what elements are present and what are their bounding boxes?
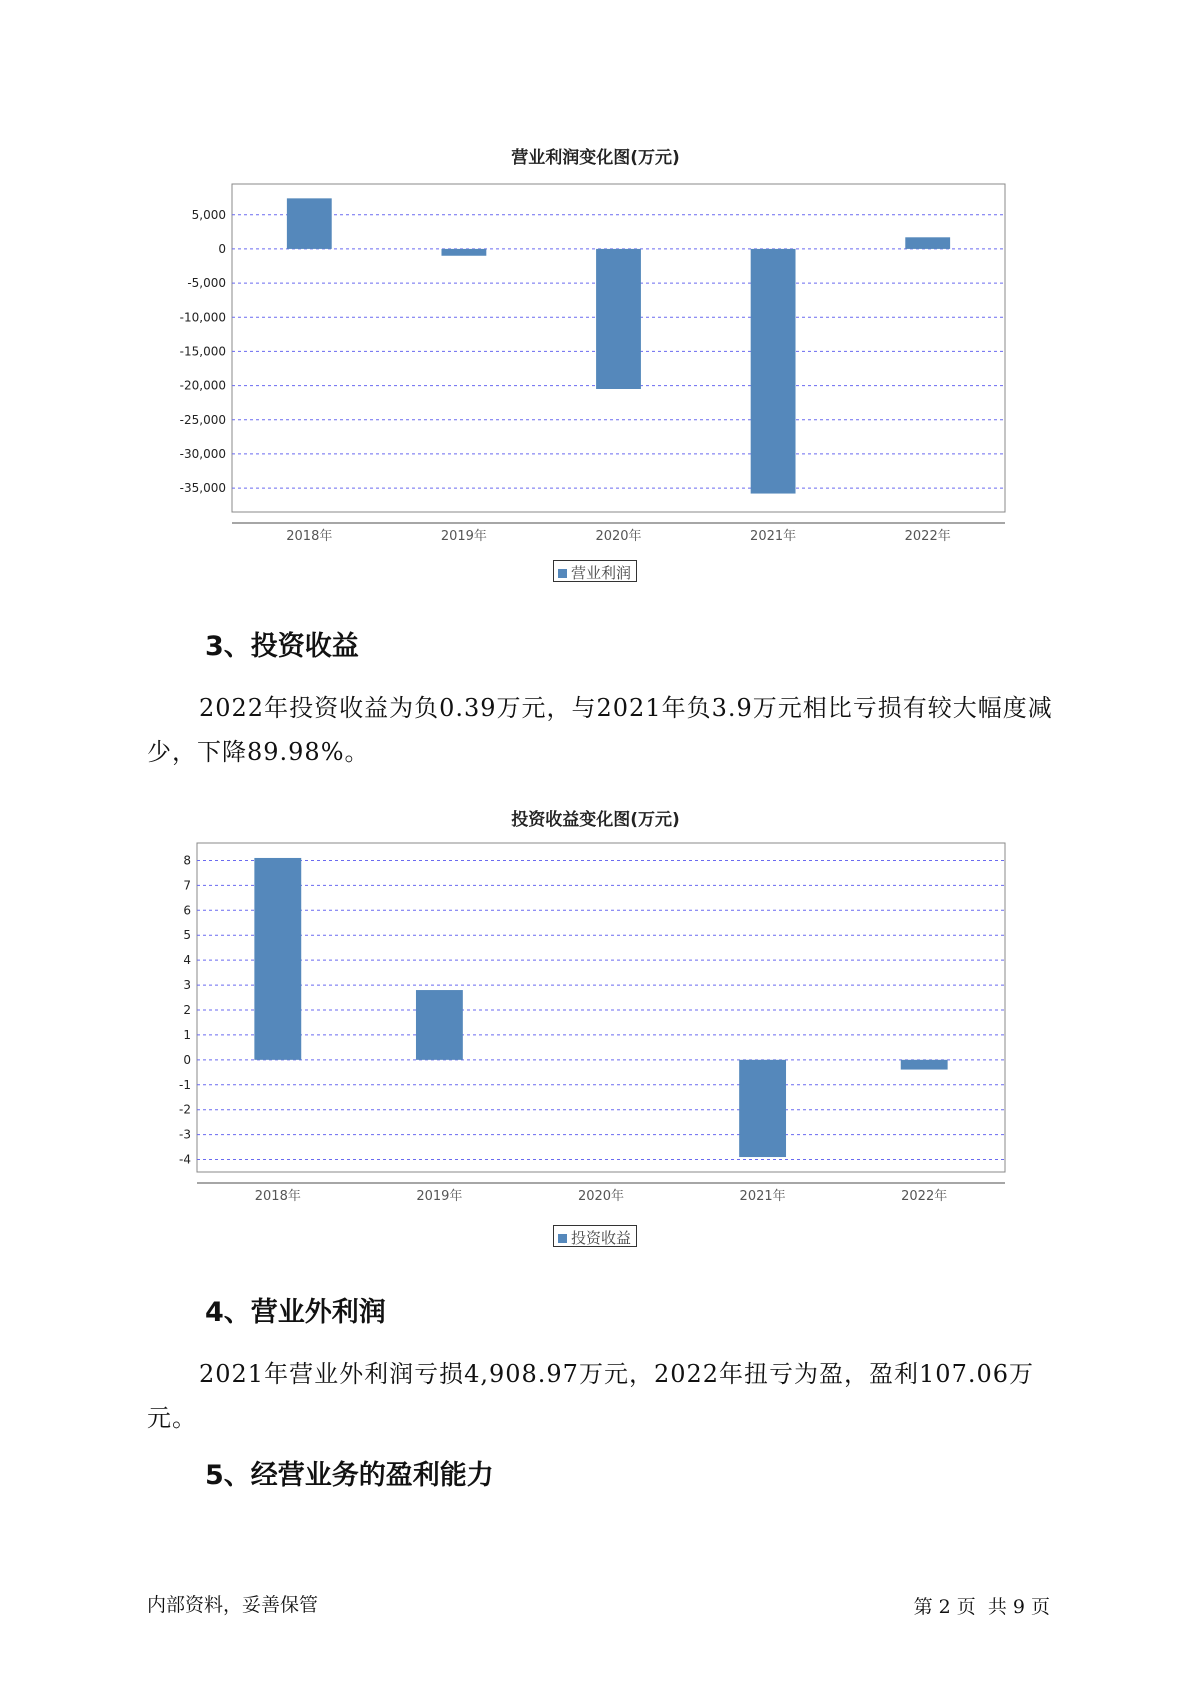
paragraph-investment-income: 2022年投资收益为负0.39万元，与2021年负3.9万元相比亏损有较大幅度减少，下降89.98%。 (147, 694, 1053, 766)
x-tick-label: 2021年 (739, 1189, 786, 1204)
legend-swatch (558, 1234, 567, 1243)
y-tick-label: 8 (183, 853, 191, 868)
y-tick-label: 3 (183, 978, 191, 993)
x-tick-label: 2021年 (750, 529, 797, 544)
bar (416, 990, 463, 1060)
paragraph-non-operating-profit: 2021年营业外利润亏损4,908.97万元，2022年扭亏为盈，盈利107.06万元。 (147, 1360, 1035, 1432)
bar (751, 249, 796, 494)
y-tick-label: 5,000 (191, 207, 226, 222)
y-tick-label: 0 (183, 1052, 191, 1067)
chart-operating-profit (0, 0, 1191, 560)
bar (441, 249, 486, 256)
heading-non-operating-profit: 4、营业外利润 (205, 1297, 386, 1328)
y-tick-label: -1 (179, 1077, 191, 1092)
legend-operating-profit (553, 560, 637, 582)
y-tick-label: -2 (179, 1102, 191, 1117)
y-tick-label: -20,000 (179, 378, 226, 393)
legend-swatch (558, 569, 567, 578)
bar (254, 858, 301, 1060)
y-tick-label: 7 (183, 878, 191, 893)
y-tick-label: 5 (183, 928, 191, 943)
y-tick-label: 0 (218, 241, 226, 256)
y-tick-label: -25,000 (179, 412, 226, 427)
legend-label: 营业利润 (571, 564, 632, 582)
plot-area (197, 843, 1005, 1172)
x-tick-label: 2019年 (440, 529, 487, 544)
bar (905, 237, 950, 249)
legend-label: 投资收益 (571, 1229, 632, 1247)
bar (739, 1060, 786, 1157)
y-tick-label: -35,000 (179, 481, 226, 496)
bar (596, 249, 641, 389)
y-tick-label: -3 (179, 1127, 191, 1142)
x-tick-label: 2022年 (901, 1189, 948, 1204)
y-tick-label: 2 (183, 1002, 191, 1017)
y-tick-label: 6 (183, 903, 191, 918)
x-tick-label: 2018年 (286, 529, 333, 544)
footer-page-number: 第 2 页 共 9 页 (913, 1596, 1050, 1618)
bar (287, 198, 332, 249)
y-tick-label: 1 (183, 1027, 191, 1042)
y-tick-label: -15,000 (179, 344, 226, 359)
y-tick-label: -5,000 (187, 276, 226, 291)
heading-investment-income: 3、投资收益 (205, 631, 359, 662)
footer-confidential-note: 内部资料，妥善保管 (147, 1594, 319, 1616)
legend-investment-income (553, 1225, 637, 1247)
x-tick-label: 2020年 (595, 529, 642, 544)
y-tick-label: 4 (183, 953, 191, 968)
chart-investment-income (0, 820, 1191, 1220)
y-tick-label: -4 (179, 1152, 191, 1167)
heading-business-profitability: 5、经营业务的盈利能力 (205, 1460, 494, 1491)
chart-title-investment-income: 投资收益变化图(万元) (511, 810, 680, 830)
chart-title-operating-profit: 营业利润变化图(万元) (511, 148, 680, 168)
y-tick-label: -30,000 (179, 446, 226, 461)
x-tick-label: 2019年 (416, 1189, 463, 1204)
x-tick-label: 2020年 (577, 1189, 625, 1204)
x-tick-label: 2022年 (904, 529, 951, 544)
y-tick-label: -10,000 (179, 310, 226, 325)
bar (901, 1060, 948, 1070)
x-tick-label: 2018年 (254, 1189, 301, 1204)
